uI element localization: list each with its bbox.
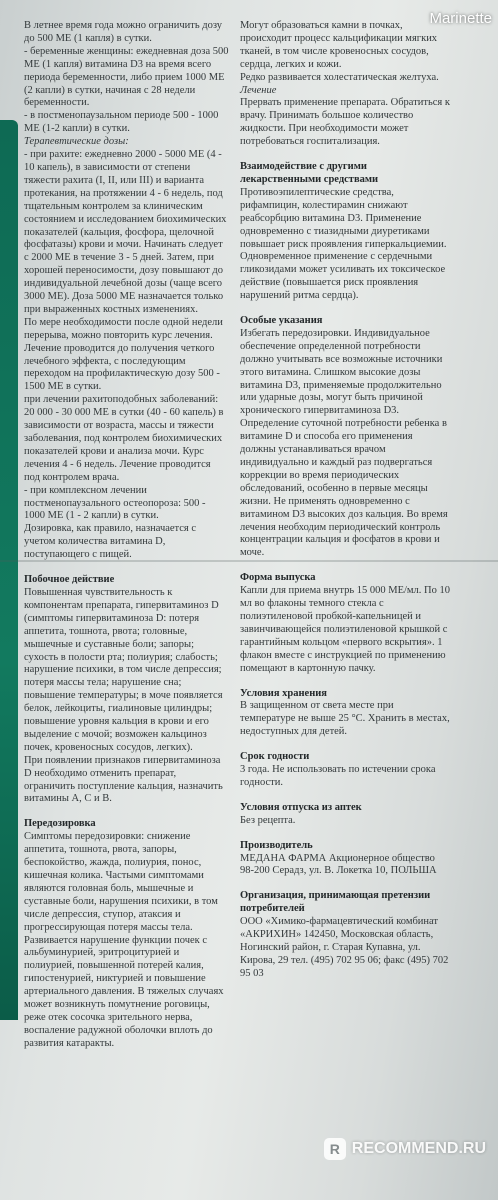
shelf-life-text: 3 года. Не использовать по истечении срока годности. bbox=[240, 764, 436, 788]
repeat-course-paragraph: По мере необходимости после одной недели перерыва, можно повторить курс лечения. Лечение проводится до получения четкого лечебного эффекта, с последующим переходом на профилактическую дозу 500 - 1500 МЕ в сутки. bbox=[24, 316, 223, 393]
release-form-text: Капли для приема внутрь 15 000 МЕ/мл. По 10 мл во флаконы темного стекла с полиэтиленовой пробкой-капельницей и завинчивающейся полиэтиленовой крышкой с гарантийным кольцом «первого вскрытия». 1 флакон вместе с инструкцией по применению помещают в картонную пачку. bbox=[240, 585, 450, 674]
treatment-heading: Лечение bbox=[240, 84, 277, 96]
rickets-dose-paragraph: - при рахите: ежедневно 2000 - 5000 МЕ (4 - 10 капель), в зависимости от степени тяжести рахита (I, II, или III) и варианта протекания, на протяжении 4 - 6 недель, под тщательным контролем за клиническим состоянием и исследованием биохимических показателей (кальция, фосфора, щелочной фосфатазы) крови и мочи. Начинать следует с 2000 МЕ в течение 3 - 5 дней. Затем, при хорошей переносимости, дозу повышают до индивидуальной лечебной дозы (чаще всего 3000 МЕ). Доза 5000 МЕ назначается только при выраженных костных изменениях. bbox=[24, 149, 227, 315]
dosage-note: Дозировка, как правило, назначается с учетом количества витамина D, поступающего с пищей. bbox=[24, 523, 197, 561]
dispensing-heading: Условия отпуска из аптек bbox=[240, 801, 362, 813]
calcification-text: Могут образоваться камни в почках, происходит процесс кальцификации мягких тканей, в том числе кровеносных сосудов, сердца, легких и кожи. bbox=[240, 20, 438, 70]
manufacturer-heading: Производитель bbox=[240, 839, 313, 851]
interactions-text: Противоэпилептические средства, рифампицин, колестирамин снижают реабсорбцию витамина D3. Применение одновременно с тиазидными диуретиками повышает риск проявления гиперкальциемии. Одновременное применение с сердечными гликозидами может усиливать их токсическое действие (повышается риск проявления нарушений ритма сердца). bbox=[240, 186, 447, 302]
green-side-stripe bbox=[0, 120, 18, 1020]
dose-summer-note: В летнее время года можно ограничить дозу до 500 МЕ (1 капля) в сутки. bbox=[24, 20, 223, 44]
left-text-column bbox=[24, 20, 229, 1051]
recommend-logo-icon: R bbox=[324, 1138, 346, 1160]
claims-org-heading: Организация, принимающая претензии потребителей bbox=[240, 890, 431, 915]
release-form-heading: Форма выпуска bbox=[240, 572, 316, 584]
side-effects-heading: Побочное действие bbox=[24, 574, 115, 586]
jaundice-note: Редко развивается холестатическая желтуха. bbox=[240, 71, 439, 83]
claims-org-text: ООО «Химико-фармацевтический комбинат «АКРИХИН» 142450, Московская область, Ногинский район, г. Старая Купавна, ул. Кирова, 29 тел. (495) 702 95 06; факс (495) 702 95 03 bbox=[240, 916, 449, 979]
watermark-text: RECOMMEND.RU bbox=[351, 1140, 486, 1157]
side-effects-text: Повышенная чувствительность к компонентам препарата, гипервитаминоз D (симптомы гипервитаминоза D: потеря аппетита, тошнота, рвота; головные, мышечные и суставные боли; запоры; сухость в полости рта; полиурия; слабость; нарушение психики, в том числе депрессия; потеря массы тела; нарушение сна; повышение температуры; в моче появляется белок, лейкоциты, гиалиновые цилиндры; повышение уровня кальция в крови и его выделение с мочой; возможен кальциноз почек, кровеносных сосудов, легких). bbox=[24, 586, 223, 753]
therapeutic-doses-heading: Терапевтические дозы: bbox=[24, 136, 129, 148]
overdose-text: Симптомы передозировки: снижение аппетита, тошнота, рвота, запоры, беспокойство, жажда, полиурия, понос, кишечная колика. Частыми симптомами являются головная боль, мышечные и суставные боли, нарушения психики, в том числе депрессия, ступор, атаксия и прогрессирующая потеря массы тела. Развивается нарушение функции почек с альбуминурией, эритроцитурией и полиурией, повышенной потерей калия, гипостенурией, никтурией и повышение артериального давления. В тяжелых случаях может возникнуть помутнение роговицы, реже отек сосочка зрительного нерва, воспаление радужной оболочки вплоть до развития катаракты. bbox=[24, 831, 224, 1049]
interactions-heading: Взаимодействие с другими лекарственными средствами bbox=[240, 161, 379, 185]
dispensing-text: Без рецепта. bbox=[240, 814, 296, 826]
osteoporosis-dose: - при комплексном лечении постменопаузального остеопороза: 500 - 1000 МЕ (1 - 2 капли) в сутки. bbox=[24, 484, 206, 522]
overdose-heading: Передозировка bbox=[24, 818, 96, 830]
dose-postmenopausal: - в постменопаузальном периоде 500 - 1000 МЕ (1-2 капли) в сутки. bbox=[24, 110, 219, 135]
rickets-like-dose-paragraph: при лечении рахитоподобных заболеваний: 20 000 - 30 000 МЕ в сутки (40 - 60 капель) в зависимости от возраста, массы и тяжести заболевания, под контролем биохимических показателей крови и анализа мочи. Курс лечения 4 - 6 недель. Лечение проводится под контролем врача. bbox=[24, 394, 224, 483]
dose-pregnant: - беременные женщины: ежедневная доза 500 МЕ (1 капля) витамина D3 на время всего периода беременности, либо прием 1000 МЕ (2 капли) в сутки, начиная с 28 недели беременности. bbox=[24, 45, 229, 109]
username-label: Marinette bbox=[429, 10, 492, 27]
manufacturer-text: МЕДАНА ФАРМА Акционерное общество 98-200 Серадз, ул. В. Локетка 10, ПОЛЬША bbox=[240, 852, 437, 877]
watermark bbox=[324, 1138, 486, 1160]
storage-heading: Условия хранения bbox=[240, 687, 327, 699]
treatment-text: Прервать применение препарата. Обратиться к врачу. Принимать большое количество жидкости. При необходимости может потребоваться госпитализация. bbox=[240, 97, 450, 148]
special-instructions-text: Избегать передозировки. Индивидуальное обеспечение определенной потребности должно учитывать все возможные источники этого витамина. Слишком высокие дозы витамина D3, применяемые продолжительно или ударные дозы, могут быть причиной хронического гипервитаминоза D3. Определение суточной потребности ребенка в витамине D и способа его применения должны устанавливаться врачом индивидуально и каждый раз подвергаться коррекции во время периодических обследований, особенно в первые месяцы жизни. Не применять одновременно с витамином D3 высоких доз кальция. Во время лечения необходим периодический контроль концентрации кальция и фосфатов в крови и моче. bbox=[240, 327, 448, 559]
storage-text: В защищенном от света месте при температуре не выше 25 °С. Хранить в местах, недоступных для детей. bbox=[240, 700, 450, 738]
right-text-column bbox=[240, 20, 450, 981]
special-instructions-heading: Особые указания bbox=[240, 315, 323, 327]
shelf-life-heading: Срок годности bbox=[240, 751, 310, 763]
hypervitaminosis-advice: При появлении признаков гипервитаминоза D необходимо отменить препарат, ограничить поступление кальция, назначить витамины А, С и В. bbox=[24, 754, 223, 805]
